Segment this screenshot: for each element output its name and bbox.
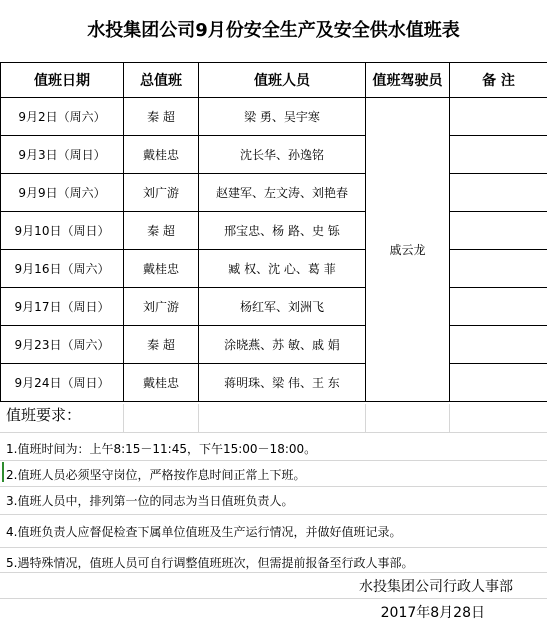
grid-divider bbox=[0, 514, 547, 515]
cell-cursor-mark bbox=[2, 462, 4, 482]
cell-date: 9月2日（周六） bbox=[1, 98, 124, 136]
cell-staff: 涂晓燕、苏 敏、戚 娟 bbox=[199, 326, 366, 364]
cell-remark bbox=[450, 250, 547, 288]
requirement-item: 4.值班负责人应督促检查下属单位值班及生产运行情况，并做好值班记录。 bbox=[6, 525, 402, 539]
cell-chief: 戴桂忠 bbox=[124, 250, 199, 288]
grid-divider bbox=[0, 598, 547, 599]
cell-date: 9月10日（周日） bbox=[1, 212, 124, 250]
signature-org: 水投集团公司行政人事部 bbox=[359, 579, 513, 595]
cell-remark bbox=[450, 98, 547, 136]
cell-chief: 刘广游 bbox=[124, 174, 199, 212]
header-remark: 备 注 bbox=[450, 63, 547, 98]
table-row bbox=[1, 250, 547, 288]
cell-chief: 刘广游 bbox=[124, 288, 199, 326]
header-chief: 总值班 bbox=[124, 63, 199, 98]
grid-divider bbox=[0, 547, 547, 548]
table-header-row bbox=[1, 63, 547, 98]
cell-chief: 秦 超 bbox=[124, 326, 199, 364]
table-row bbox=[1, 364, 547, 402]
cell-date: 9月17日（周日） bbox=[1, 288, 124, 326]
cell-staff: 邢宝忠、杨 路、史 铄 bbox=[199, 212, 366, 250]
cell-remark bbox=[450, 212, 547, 250]
signature-date: 2017年8月28日 bbox=[380, 605, 485, 621]
table-row bbox=[1, 288, 547, 326]
header-date: 值班日期 bbox=[1, 63, 124, 98]
cell-staff: 蒋明珠、梁 伟、王 东 bbox=[199, 364, 366, 402]
requirement-item: 5.遇特殊情况，值班人员可自行调整值班班次，但需提前报备至行政人事部。 bbox=[6, 556, 414, 570]
duty-table bbox=[0, 62, 547, 402]
cell-staff: 杨红军、刘洲飞 bbox=[199, 288, 366, 326]
cell-remark bbox=[450, 174, 547, 212]
table-row bbox=[1, 174, 547, 212]
cell-staff: 梁 勇、吴宇寒 bbox=[199, 98, 366, 136]
cell-date: 9月23日（周六） bbox=[1, 326, 124, 364]
requirement-item: 2.值班人员必须坚守岗位，严格按作息时间正常上下班。 bbox=[6, 468, 306, 482]
cell-date: 9月9日（周六） bbox=[1, 174, 124, 212]
cell-remark bbox=[450, 364, 547, 402]
requirements-heading: 值班要求： bbox=[6, 406, 82, 424]
cell-chief: 秦 超 bbox=[124, 98, 199, 136]
grid-divider bbox=[198, 404, 199, 432]
table-row bbox=[1, 326, 547, 364]
requirement-item: 1.值班时间为：上午8:15－11:45，下午15:00－18:00。 bbox=[6, 442, 317, 456]
cell-date: 9月24日（周日） bbox=[1, 364, 124, 402]
requirement-item: 3.值班人员中，排列第一位的同志为当日值班负责人。 bbox=[6, 494, 294, 508]
header-staff: 值班人员 bbox=[199, 63, 366, 98]
grid-divider bbox=[0, 460, 547, 461]
cell-date: 9月16日（周六） bbox=[1, 250, 124, 288]
table-row bbox=[1, 98, 547, 136]
cell-date: 9月3日（周日） bbox=[1, 136, 124, 174]
cell-remark bbox=[450, 288, 547, 326]
cell-staff: 赵建军、左文涛、刘艳春 bbox=[199, 174, 366, 212]
grid-divider bbox=[0, 486, 547, 487]
table-row bbox=[1, 212, 547, 250]
cell-remark bbox=[450, 136, 547, 174]
cell-staff: 沈长华、孙逸铭 bbox=[199, 136, 366, 174]
header-driver: 值班驾驶员 bbox=[366, 63, 450, 98]
grid-divider bbox=[365, 404, 366, 432]
document-title: 水投集团公司9月份安全生产及安全供水值班表 bbox=[87, 20, 460, 41]
grid-divider bbox=[0, 432, 547, 433]
cell-staff: 臧 权、沈 心、葛 菲 bbox=[199, 250, 366, 288]
grid-divider bbox=[0, 572, 547, 573]
table-row bbox=[1, 136, 547, 174]
cell-remark bbox=[450, 326, 547, 364]
cell-chief: 秦 超 bbox=[124, 212, 199, 250]
cell-chief: 戴桂忠 bbox=[124, 136, 199, 174]
grid-divider bbox=[123, 404, 124, 432]
grid-divider bbox=[449, 404, 450, 432]
cell-chief: 戴桂忠 bbox=[124, 364, 199, 402]
cell-driver: 戚云龙 bbox=[366, 98, 450, 402]
